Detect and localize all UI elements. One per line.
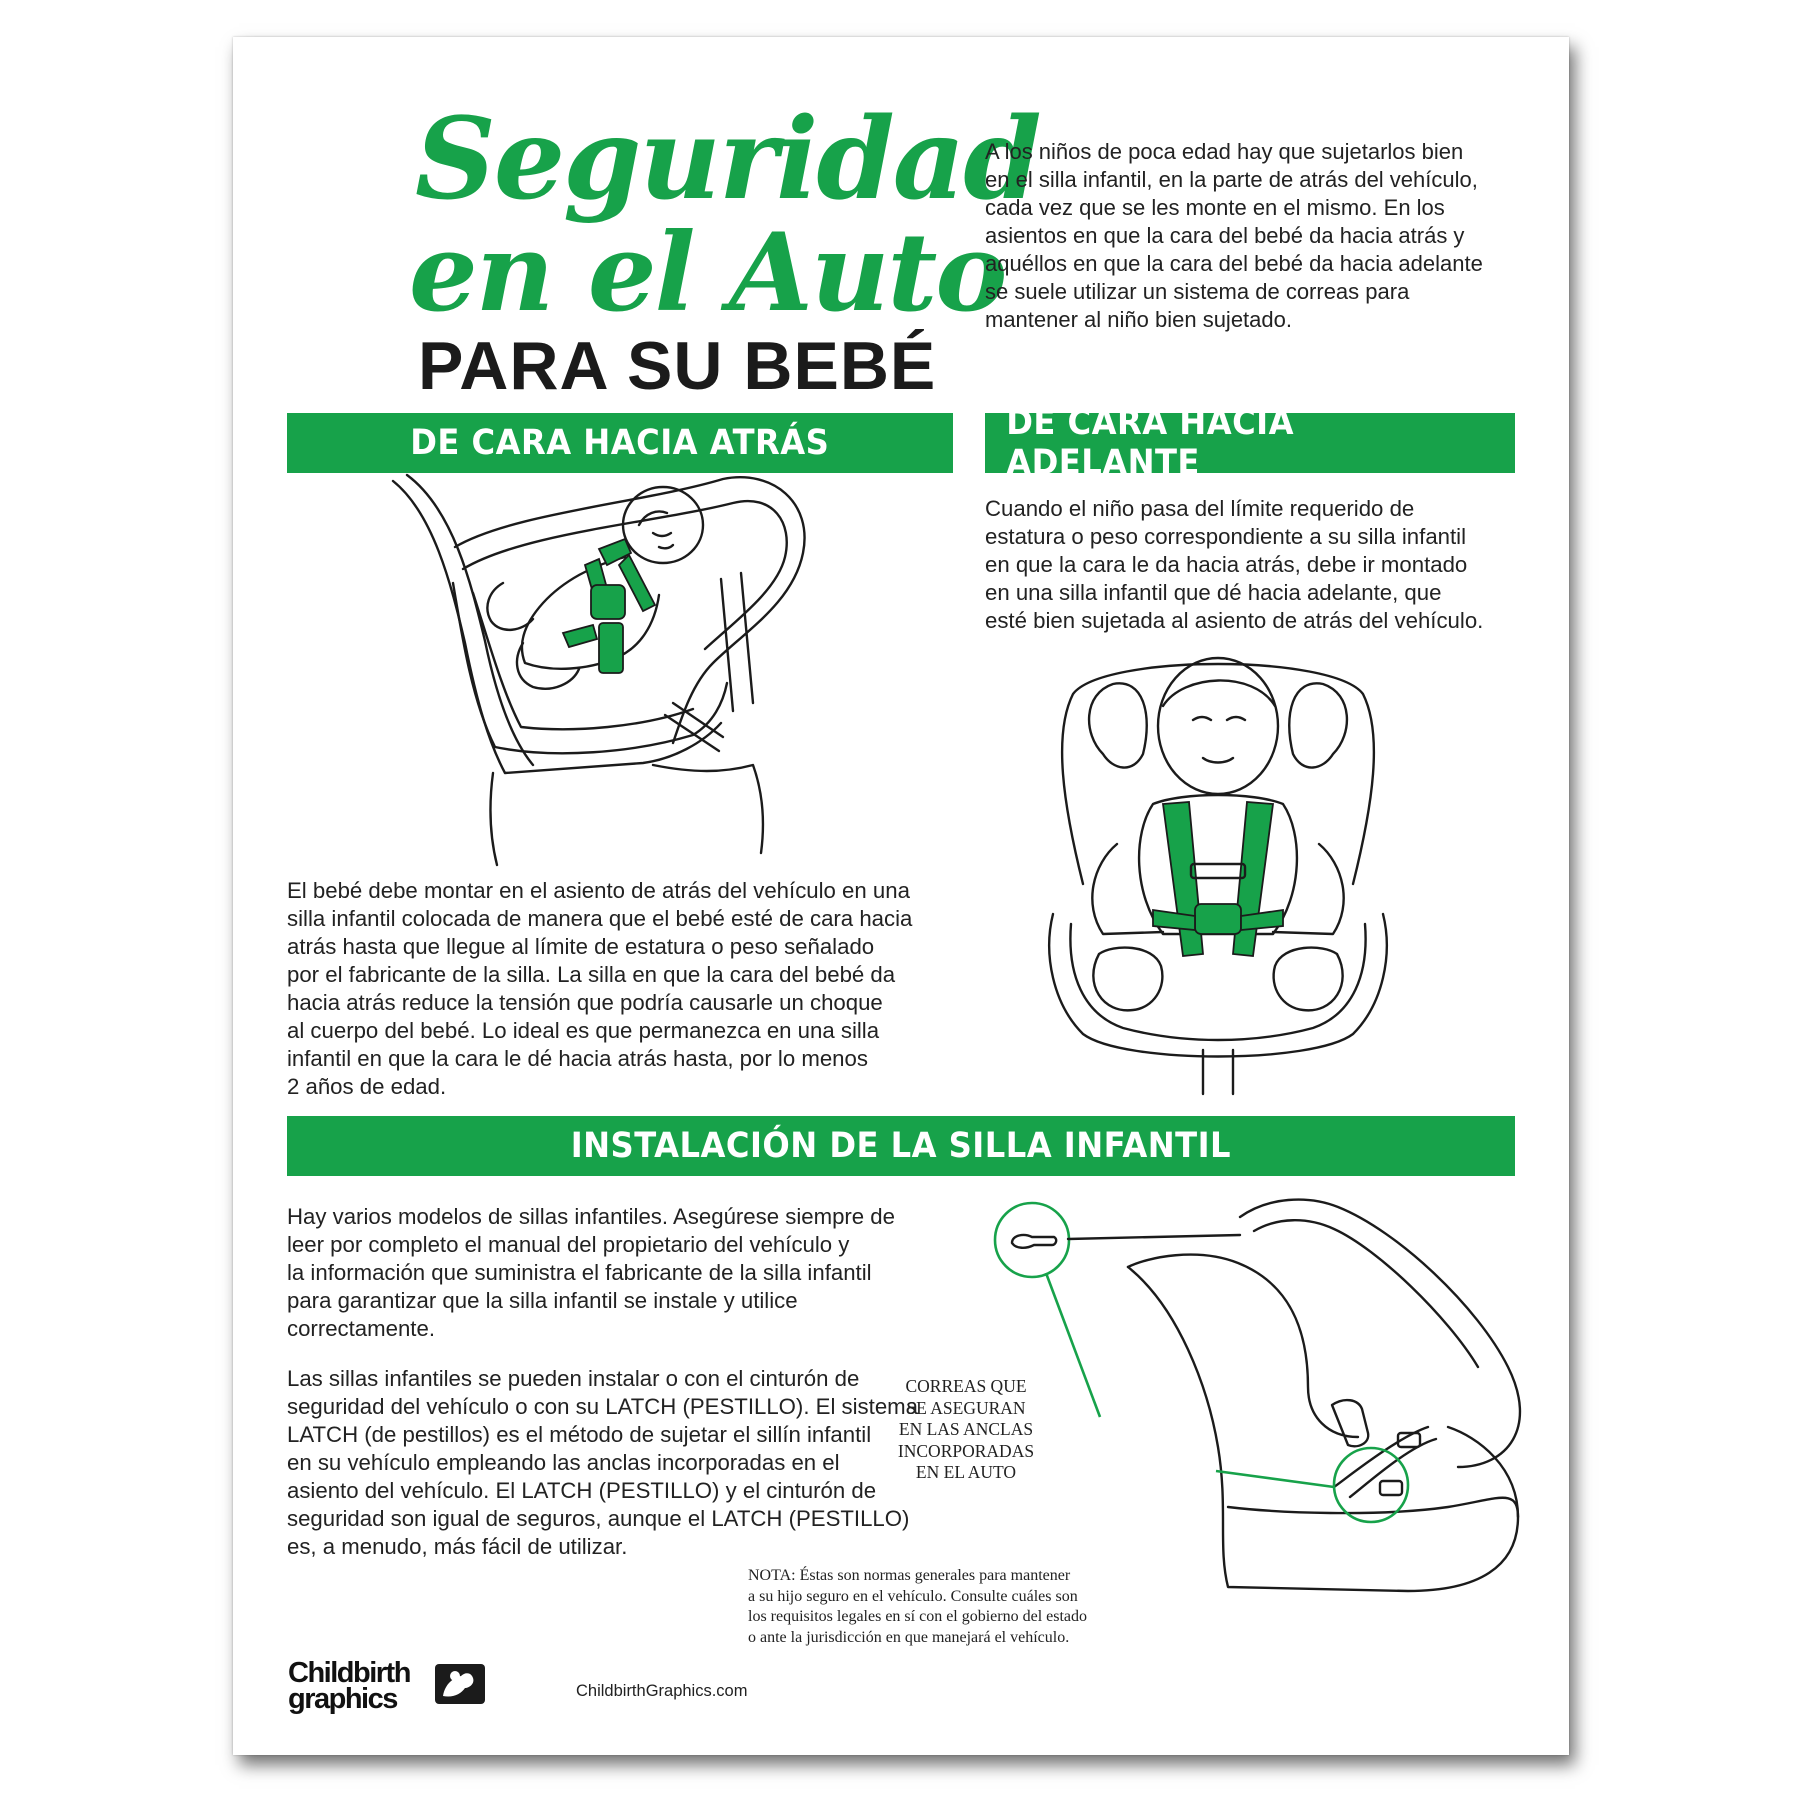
- handout-sheet: [233, 37, 1569, 1755]
- installation-heading-label: INSTALACIÓN DE LA SILLA INFANTIL: [570, 1126, 1232, 1166]
- title-line-3: PARA SU BEBÉ: [418, 328, 937, 404]
- forward-facing-heading: [985, 403, 1515, 483]
- rear-facing-heading-label: DE CARA HACIA ATRÁS: [410, 423, 830, 463]
- title-line-2: en el Auto: [409, 210, 1006, 336]
- latch-installation-illustration: [978, 1187, 1538, 1617]
- forward-facing-car-seat-illustration: [1043, 654, 1393, 1094]
- installation-text-1: Hay varios modelos de sillas infantiles. Asegúrese siempre de leer por completo el manual del propietario del vehículo y la información que suministra el fabricante de la silla infantil para garantizar que la silla infantil se instale y utilice correctamente.: [287, 1204, 895, 1341]
- disclaimer-note: NOTA: Éstas son normas generales para mantener a su hijo seguro en el vehículo. Consulte cuáles son los requisitos legales en sí con el gobierno del estado o ante la jurisdicción en que manejará el vehículo.: [748, 1567, 1088, 1646]
- rear-facing-text: El bebé debe montar en el asiento de atrás del vehículo en una silla infantil colocada de manera que el bebé esté de cara hacia atrás hasta que llegue al límite de estatura o peso señalado por el fabricante de la silla. La silla en que la cara del bebé da hacia atrás reduce la tensión que podría causarle un choque al cuerpo del bebé. Lo ideal es que permanezca en una silla infantil en que la cara le dé hacia atrás hasta, por lo menos 2 años de edad.: [287, 878, 913, 1099]
- installation-heading: [287, 1116, 1515, 1176]
- forward-facing-text: Cuando el niño pasa del límite requerido de estatura o peso correspondiente a su silla infantil en que la cara le da hacia atrás, debe ir montado en una silla infantil que dé hacia adelante, que esté bien sujetada al asiento de atrás del vehículo.: [985, 496, 1484, 633]
- website-url: ChildbirthGraphics.com: [576, 1682, 748, 1700]
- latch-callout-label: CORREAS QUE SE ASEGURAN EN LAS ANCLAS INCORPORADAS EN EL AUTO: [897, 1376, 1035, 1482]
- forward-facing-heading-label: DE CARA HACIA ADELANTE: [1006, 403, 1295, 483]
- logo-wordmark: Childbirth graphics: [288, 1657, 410, 1715]
- installation-text-2: Las sillas infantiles se pueden instalar o con el cinturón de seguridad del vehículo o con su LATCH (PESTILLO). El sistema LATCH (de pestillos) es el método de sujetar el sillín infantil en su vehículo empleando las anclas incorporadas en el asiento del vehículo. El LATCH (PESTILLO) y el cinturón de seguridad son igual de seguros, aunque el LATCH (PESTILLO) es, a menudo, más fácil de utilizar.: [287, 1366, 918, 1559]
- logo-mother-baby-icon: [435, 1664, 485, 1704]
- rear-facing-heading: [287, 413, 953, 473]
- title-line-1: Seguridad: [415, 94, 1040, 225]
- rear-facing-car-seat-illustration: [393, 473, 813, 873]
- intro-text: A los niños de poca edad hay que sujetarlos bien en el silla infantil, en la parte de atrás del vehículo, cada vez que se les monte en el mismo. En los asientos en que la cara del bebé da hacia atrás y aquéllos en que la cara del bebé da hacia adelante se suele utilizar un sistema de correas para mantener al niño bien sujetado.: [985, 139, 1483, 332]
